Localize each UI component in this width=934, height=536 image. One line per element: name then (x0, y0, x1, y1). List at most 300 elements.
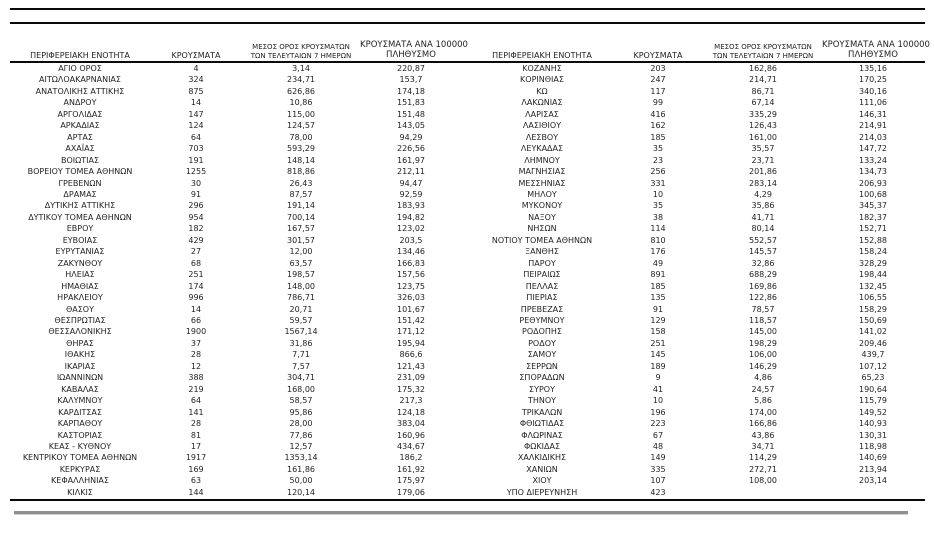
cases-cell: 107 (650, 476, 666, 486)
per100k-cell: 171,12 (397, 327, 425, 337)
avg7-cell: 87,57 (289, 189, 313, 199)
avg7-cell: 124,57 (287, 121, 315, 131)
cases-cell: 891 (650, 270, 666, 280)
left-table-header-row (10, 33, 468, 60)
cases-cell: 388 (188, 373, 204, 383)
region-cell: ΛΑΚΩΝΙΑΣ (521, 98, 563, 108)
region-cell: ΠΕΙΡΑΙΩΣ (523, 270, 561, 280)
avg7-cell: 148,00 (287, 281, 315, 291)
column-header-per100k (822, 40, 930, 60)
region-cell: ΙΘΑΚΗΣ (64, 350, 96, 360)
region-cell: ΛΕΥΚΑΔΑΣ (520, 144, 564, 154)
avg7-cell: 58,57 (289, 396, 313, 406)
region-cell: ΑΧΑΪΑΣ (65, 144, 95, 154)
per100k-cell: 190,64 (859, 384, 887, 394)
avg7-cell: 3,14 (292, 64, 310, 73)
table-row (472, 166, 924, 177)
avg7-cell: 168,00 (287, 384, 315, 394)
region-cell: ΚΑΒΑΛΑΣ (61, 384, 99, 394)
avg7-cell: 34,71 (751, 441, 775, 451)
table-row (472, 452, 924, 463)
per100k-cell: 214,03 (859, 132, 887, 142)
avg7-cell: 1567,14 (284, 327, 318, 337)
avg7-cell (704, 487, 822, 498)
table-row (10, 338, 462, 349)
per100k-cell: 143,05 (397, 121, 425, 131)
per100k-cell: 141,02 (859, 327, 887, 337)
cases-cell: 129 (650, 315, 666, 325)
region-cell: ΛΕΣΒΟΥ (525, 132, 559, 142)
per100k-cell: 130,31 (859, 430, 887, 440)
table-row (10, 487, 462, 498)
table-row (472, 292, 924, 303)
region-cell: ΗΜΑΘΙΑΣ (61, 281, 99, 291)
region-cell: ΛΑΡΙΣΑΣ (525, 109, 559, 119)
table-row (10, 292, 462, 303)
avg7-cell: 95,86 (289, 407, 313, 417)
cases-cell: 12 (190, 361, 202, 371)
cases-cell: 196 (650, 407, 666, 417)
table-row (472, 464, 924, 475)
cases-cell: 64 (190, 132, 202, 142)
per100k-cell: 214,91 (859, 121, 887, 131)
table-row (472, 223, 924, 234)
avg7-cell: 114,29 (749, 453, 777, 463)
avg7-cell: 272,71 (749, 464, 777, 474)
left-table (10, 63, 462, 498)
per100k-cell: 203,5 (399, 235, 423, 245)
avg7-cell: 77,86 (289, 430, 313, 440)
cases-cell: 1255 (185, 167, 207, 177)
top-border-line-1 (10, 8, 925, 10)
cases-cell: 35 (652, 201, 664, 211)
avg7-cell: 7,71 (292, 350, 310, 360)
table-row (10, 235, 462, 246)
cases-cell: 191 (188, 155, 204, 165)
table-row (10, 430, 462, 441)
region-cell: ΑΝΑΤΟΛΙΚΗΣ ΑΤΤΙΚΗΣ (35, 86, 125, 96)
table-row (472, 132, 924, 143)
avg7-cell: 169,86 (749, 281, 777, 291)
table-row (472, 120, 924, 131)
per100k-cell: 175,97 (397, 476, 425, 486)
region-cell: ΚΑΡΠΑΘΟΥ (57, 419, 103, 429)
table-row (10, 200, 462, 211)
region-cell: ΑΡΚΑΔΙΑΣ (60, 121, 100, 131)
cases-cell: 49 (652, 258, 664, 268)
column-header-avg7 (242, 43, 360, 60)
region-cell: ΘΕΣΠΡΩΤΙΑΣ (54, 315, 106, 325)
table-row (472, 407, 924, 418)
table-row (10, 475, 462, 486)
cases-cell: 41 (652, 384, 664, 394)
region-cell: ΚΕΝΤΡΙΚΟΥ ΤΟΜΕΑ ΑΘΗΝΩΝ (22, 453, 138, 463)
avg7-cell: 67,14 (751, 98, 775, 108)
region-cell: ΣΠΟΡΑΔΩΝ (519, 373, 565, 383)
avg7-cell: 108,00 (749, 476, 777, 486)
right-table (472, 63, 924, 498)
avg7-cell: 122,86 (749, 293, 777, 303)
table-row (10, 395, 462, 406)
per100k-cell: 212,11 (397, 167, 425, 177)
per100k-cell: 182,37 (859, 212, 887, 222)
cases-cell: 296 (188, 201, 204, 211)
per100k-cell: 153,7 (399, 75, 423, 85)
cases-cell: 67 (652, 430, 664, 440)
cases-cell: 158 (650, 327, 666, 337)
avg7-cell: 12,57 (289, 441, 313, 451)
cases-cell: 48 (652, 441, 664, 451)
region-cell: ΚΑΣΤΟΡΙΑΣ (57, 430, 103, 440)
avg7-cell: 283,14 (749, 178, 777, 188)
per100k-cell: 100,68 (859, 189, 887, 199)
column-header-cases: ΚΡΟΥΣΜΑΤΑ (171, 51, 221, 60)
cases-cell: 147 (188, 109, 204, 119)
per100k-cell: 866,6 (399, 350, 423, 360)
per100k-cell: 115,79 (859, 396, 887, 406)
table-row (10, 304, 462, 315)
per100k-cell: 160,96 (397, 430, 425, 440)
table-row (10, 166, 462, 177)
per100k-cell: 118,98 (859, 441, 887, 451)
avg7-cell: 35,57 (751, 144, 775, 154)
region-cell: ΧΑΛΚΙΔΙΚΗΣ (517, 453, 567, 463)
region-cell: ΛΗΜΝΟΥ (524, 155, 560, 165)
avg7-cell: 145,57 (749, 247, 777, 257)
cases-cell: 10 (652, 189, 664, 199)
avg7-cell: 234,71 (287, 75, 315, 85)
per100k-cell: 206,93 (859, 178, 887, 188)
cases-cell: 14 (190, 304, 202, 314)
avg7-cell: 162,86 (749, 64, 777, 73)
table-row (10, 97, 462, 108)
region-cell: ΑΡΤΑΣ (67, 132, 93, 142)
per100k-cell: 152,88 (859, 235, 887, 245)
per100k-cell: 151,48 (397, 109, 425, 119)
per100k-cell: 140,93 (859, 419, 887, 429)
per100k-cell: 92,59 (399, 189, 423, 199)
per100k-cell: 65,23 (861, 373, 885, 383)
cases-cell: 91 (190, 189, 202, 199)
region-cell: ΡΕΘΥΜΝΟΥ (519, 315, 565, 325)
cases-cell: 251 (188, 270, 204, 280)
table-row (472, 109, 924, 120)
per100k-cell: 158,29 (859, 304, 887, 314)
region-cell: ΗΡΑΚΛΕΙΟΥ (57, 293, 103, 303)
avg7-cell: 80,14 (751, 224, 775, 234)
region-cell: ΚΙΛΚΙΣ (67, 487, 93, 497)
cases-cell: 91 (652, 304, 664, 314)
avg7-cell: 41,71 (751, 212, 775, 222)
avg7-cell: 145,00 (749, 327, 777, 337)
per100k-cell: 194,82 (397, 212, 425, 222)
region-cell: ΕΒΡΟΥ (66, 224, 94, 234)
region-cell: ΣΑΜΟΥ (527, 350, 557, 360)
per100k-cell: 134,73 (859, 167, 887, 177)
cases-cell: 703 (188, 144, 204, 154)
cases-cell: 149 (650, 453, 666, 463)
per100k-cell: 134,46 (397, 247, 425, 257)
region-cell: ΠΙΕΡΙΑΣ (526, 293, 558, 303)
avg7-cell: 63,57 (289, 258, 313, 268)
per100k-cell: 94,29 (399, 132, 423, 142)
table-row (10, 212, 462, 223)
table-row (472, 155, 924, 166)
cases-cell: 416 (650, 109, 666, 119)
cases-cell: 996 (188, 293, 204, 303)
table-row (10, 372, 462, 383)
per100k-cell: 151,83 (397, 98, 425, 108)
cases-cell: 875 (188, 86, 204, 96)
table-row (472, 178, 924, 189)
table-row (472, 384, 924, 395)
cases-cell: 63 (190, 476, 202, 486)
cases-cell: 1917 (185, 453, 207, 463)
per100k-cell: 383,04 (397, 419, 425, 429)
per100k-cell: 123,75 (397, 281, 425, 291)
cases-cell: 35 (652, 144, 664, 154)
cases-cell: 145 (650, 350, 666, 360)
region-cell: ΛΑΣΙΘΙΟΥ (522, 121, 562, 131)
region-cell: ΖΑΚΥΝΘΟΥ (57, 258, 103, 268)
table-row (10, 258, 462, 269)
page-edge-gray-bar (14, 511, 908, 515)
column-header-per100k-line2: ΠΛΗΘΥΣΜΟ (386, 50, 436, 60)
table-row (472, 235, 924, 246)
avg7-cell: 118,57 (749, 315, 777, 325)
avg7-cell: 78,57 (751, 304, 775, 314)
per100k-cell: 434,67 (397, 441, 425, 451)
cases-cell: 203 (650, 64, 666, 73)
cases-cell: 9 (655, 373, 661, 383)
table-row (10, 326, 462, 337)
avg7-cell: 4,86 (754, 373, 772, 383)
cases-cell: 251 (650, 338, 666, 348)
table-row (472, 97, 924, 108)
region-cell: ΜΑΓΝΗΣΙΑΣ (518, 167, 566, 177)
avg7-cell: 28,00 (289, 419, 313, 429)
region-cell: ΦΩΚΙΔΑΣ (523, 441, 560, 451)
avg7-cell: 4,29 (754, 189, 772, 199)
region-cell: ΔΥΤΙΚΗΣ ΑΤΤΙΚΗΣ (44, 201, 116, 211)
per100k-cell: 124,18 (397, 407, 425, 417)
cases-cell: 423 (650, 487, 666, 497)
region-cell: ΕΥΒΟΙΑΣ (62, 235, 98, 245)
avg7-cell: 78,00 (289, 132, 313, 142)
region-cell: ΤΡΙΚΑΛΩΝ (521, 407, 563, 417)
per100k-cell: 174,18 (397, 86, 425, 96)
cases-cell: 81 (190, 430, 202, 440)
per100k-cell: 198,44 (859, 270, 887, 280)
cases-cell: 144 (188, 487, 204, 497)
avg7-cell: 198,29 (749, 338, 777, 348)
table-row (10, 441, 462, 452)
cases-cell: 429 (188, 235, 204, 245)
cases-cell: 124 (188, 121, 204, 131)
per100k-cell (822, 487, 924, 498)
region-cell: ΠΑΡΟΥ (528, 258, 556, 268)
avg7-cell: 700,14 (287, 212, 315, 222)
per100k-cell: 101,67 (397, 304, 425, 314)
region-cell: ΑΙΤΩΛΟΑΚΑΡΝΑΝΙΑΣ (39, 75, 121, 85)
table-row (10, 155, 462, 166)
table-row (472, 487, 924, 498)
table-row (10, 246, 462, 257)
region-cell: ΑΝΔΡΟΥ (63, 98, 97, 108)
per100k-cell: 340,16 (859, 86, 887, 96)
region-cell: ΡΟΔΟΥ (528, 338, 556, 348)
table-row (472, 361, 924, 372)
region-cell: ΒΟΙΩΤΙΑΣ (60, 155, 100, 165)
column-header-per100k-line1: ΚΡΟΥΣΜΑΤΑ ΑΝΑ 100000 (360, 40, 468, 50)
cases-cell: 23 (652, 155, 664, 165)
column-header-per100k-line2: ΠΛΗΘΥΣΜΟ (848, 50, 898, 60)
per100k-cell: 179,06 (397, 487, 425, 497)
per100k-cell: 123,02 (397, 224, 425, 234)
avg7-cell: 43,86 (751, 430, 775, 440)
column-header-per100k (360, 40, 468, 60)
avg7-cell: 86,71 (751, 86, 775, 96)
avg7-cell: 304,71 (287, 373, 315, 383)
avg7-cell: 35,86 (751, 201, 775, 211)
cases-cell: 335 (650, 464, 666, 474)
table-row (472, 304, 924, 315)
per100k-cell: 157,56 (397, 270, 425, 280)
table-row (472, 143, 924, 154)
per100k-cell: 94,47 (399, 178, 423, 188)
per100k-cell: 213,94 (859, 464, 887, 474)
avg7-cell: 126,43 (749, 121, 777, 131)
table-row (472, 189, 924, 200)
per100k-cell: 150,69 (859, 315, 887, 325)
table-row (10, 74, 462, 85)
region-cell: ΓΡΕΒΕΝΩΝ (58, 178, 102, 188)
per100k-cell: 345,37 (859, 201, 887, 211)
cases-cell: 182 (188, 224, 204, 234)
region-cell: ΗΛΕΙΑΣ (65, 270, 95, 280)
region-cell: ΙΩΑΝΝΙΝΩΝ (56, 373, 104, 383)
cases-cell: 223 (650, 419, 666, 429)
cases-cell: 14 (190, 98, 202, 108)
region-cell: ΧΙΟΥ (532, 476, 552, 486)
cases-cell: 4 (193, 64, 199, 73)
cases-cell: 219 (188, 384, 204, 394)
region-cell: ΥΠΟ ΔΙΕΡΕΥΝΗΣΗ (506, 487, 578, 497)
avg7-cell: 174,00 (749, 407, 777, 417)
table-row (472, 430, 924, 441)
region-cell: ΧΑΝΙΩΝ (526, 464, 558, 474)
right-table-panel (472, 33, 930, 498)
cases-cell: 10 (652, 396, 664, 406)
region-cell: ΤΗΝΟΥ (527, 396, 557, 406)
per100k-cell: 146,31 (859, 109, 887, 119)
region-cell: ΒΟΡΕΙΟΥ ΤΟΜΕΑ ΑΘΗΝΩΝ (27, 167, 133, 177)
table-row (10, 143, 462, 154)
column-header-per100k-line1: ΚΡΟΥΣΜΑΤΑ ΑΝΑ 100000 (822, 40, 930, 50)
region-cell: ΠΡΕΒΕΖΑΣ (520, 304, 564, 314)
cases-cell: 28 (190, 350, 202, 360)
cases-cell: 135 (650, 293, 666, 303)
column-header-avg7-line2: ΤΩΝ ΤΕΛΕΥΤΑΙΩΝ 7 ΗΜΕΡΩΝ (712, 51, 814, 60)
column-header-cases: ΚΡΟΥΣΜΑΤΑ (633, 51, 683, 60)
avg7-cell: 198,57 (287, 270, 315, 280)
region-cell: ΘΗΡΑΣ (66, 338, 94, 348)
region-cell: ΣΥΡΟΥ (529, 384, 555, 394)
avg7-cell: 106,00 (749, 350, 777, 360)
avg7-cell: 31,86 (289, 338, 313, 348)
region-cell: ΝΗΣΩΝ (527, 224, 557, 234)
table-row (472, 338, 924, 349)
region-cell: ΔΡΑΜΑΣ (63, 189, 97, 199)
cases-cell: 162 (650, 121, 666, 131)
cases-cell: 174 (188, 281, 204, 291)
column-header-avg7-line1: ΜΕΣΟΣ ΟΡΟΣ ΚΡΟΥΣΜΑΤΩΝ (714, 43, 812, 51)
avg7-cell: 50,00 (289, 476, 313, 486)
cases-cell: 117 (650, 86, 666, 96)
region-cell: ΜΗΛΟΥ (527, 189, 557, 199)
region-cell: ΕΥΡΥΤΑΝΙΑΣ (55, 247, 105, 257)
table-row (472, 349, 924, 360)
avg7-cell: 166,86 (749, 419, 777, 429)
per100k-cell: 149,52 (859, 407, 887, 417)
avg7-cell: 1353,14 (284, 453, 318, 463)
table-row (472, 395, 924, 406)
avg7-cell: 161,00 (749, 132, 777, 142)
table-row (10, 315, 462, 326)
table-row (10, 407, 462, 418)
per100k-cell: 220,87 (397, 64, 425, 73)
avg7-cell: 201,86 (749, 167, 777, 177)
per100k-cell: 158,24 (859, 247, 887, 257)
avg7-cell: 301,57 (287, 235, 315, 245)
table-row (472, 258, 924, 269)
cases-cell: 189 (650, 361, 666, 371)
cases-cell: 30 (190, 178, 202, 188)
table-row (472, 86, 924, 97)
region-cell: ΘΑΣΟΥ (65, 304, 94, 314)
cases-cell: 954 (188, 212, 204, 222)
avg7-cell: 59,57 (289, 315, 313, 325)
per100k-cell: 226,56 (397, 144, 425, 154)
cases-cell: 256 (650, 167, 666, 177)
table-row (472, 74, 924, 85)
per100k-cell: 183,93 (397, 201, 425, 211)
cases-cell: 17 (190, 441, 202, 451)
region-cell: ΚΑΛΥΜΝΟΥ (57, 396, 103, 406)
avg7-cell: 20,71 (289, 304, 313, 314)
avg7-cell: 5,86 (754, 396, 772, 406)
table-row (472, 63, 924, 74)
avg7-cell: 167,57 (287, 224, 315, 234)
cases-cell: 247 (650, 75, 666, 85)
column-header-region: ΠΕΡΙΦΕΡΕΙΑΚΗ ΕΝΟΤΗΤΑ (492, 51, 592, 60)
per100k-cell: 328,29 (859, 258, 887, 268)
table-row (472, 372, 924, 383)
top-border-line-2 (10, 22, 925, 24)
table-row (472, 326, 924, 337)
table-row (10, 361, 462, 372)
per100k-cell: 147,72 (859, 144, 887, 154)
avg7-cell: 552,57 (749, 235, 777, 245)
cases-cell: 66 (190, 315, 202, 325)
avg7-cell: 26,43 (289, 178, 313, 188)
per100k-cell: 175,32 (397, 384, 425, 394)
region-cell: ΡΟΔΟΠΗΣ (522, 327, 562, 337)
table-row (10, 109, 462, 120)
per100k-cell: 161,92 (397, 464, 425, 474)
avg7-cell: 115,00 (287, 109, 315, 119)
cases-cell: 99 (652, 98, 664, 108)
